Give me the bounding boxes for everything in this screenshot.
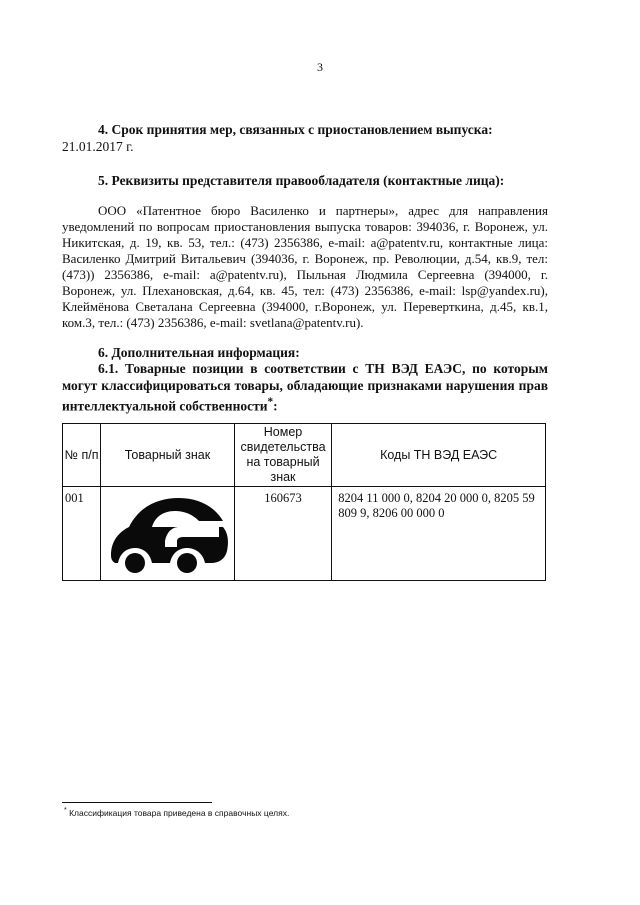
section-6-1-colon: : xyxy=(273,398,278,414)
header-trademark: Товарный знак xyxy=(101,424,235,487)
car-logo-icon xyxy=(107,493,231,573)
section-6-heading: 6. Дополнительная информация: xyxy=(98,345,300,360)
section-6-1-text: 6.1. Товарные позиции в соответствии с ТН ВЭД ЕАЭС, по которым могут классифицироваться товары, обладающие признаками нарушения прав интеллектуальной собственности xyxy=(62,361,548,414)
section-6-1-heading xyxy=(62,360,548,415)
section-5-heading: 5. Реквизиты представителя правообладателя (контактные лица): xyxy=(98,173,505,188)
table-row xyxy=(63,487,546,581)
row-codes: 8204 11 000 0, 8204 20 000 0, 8205 59 809 9, 8206 00 000 0 xyxy=(332,487,546,581)
section-4-date: 21.01.2017 г. xyxy=(62,139,134,154)
footnote-mark: * xyxy=(267,396,274,408)
table-header-row xyxy=(63,424,546,487)
footnote-divider xyxy=(62,802,212,803)
row-number: 001 xyxy=(63,487,101,581)
header-codes: Коды ТН ВЭД ЕАЭС xyxy=(332,424,546,487)
page-number: 3 xyxy=(317,60,323,74)
trademark-logo-cell xyxy=(101,487,235,581)
section-4-title: 4. Срок принятия мер, связанных с приостановлением выпуска: xyxy=(98,122,493,137)
header-certificate: Номер свидетельства на товарный знак xyxy=(234,424,332,487)
header-number: № п/п xyxy=(63,424,101,487)
contacts-paragraph: ООО «Патентное бюро Василенко и партнеры», адрес для направления уведомлений по вопросам приостановления выпуска товаров: 394036, г. Воронеж, ул. Никитская, д. 19, кв. 53, тел.: (473) 2356386, e-mail: a@patentv.ru, контактные лица: Василенко Дмитрий Витальевич (394036, г. Воронеж, пр. Революции, д.54, кв.9, тел: (473)) 2356386, e-mail: a@patentv.ru), Пыльная Людмила Сергеевна (394000, г. Воронеж, ул. Плехановская, д.64, кв. 45, тел: (473) 2356386, e-mail: lsp@yandex.ru), Клеймёнова Светалана Сергеевна (394000, г.Воронеж, ул. Переверткина, д.45, кв.1, ком.3, тел.: (473) 2356386, e-mail: svetlana@patentv.ru). xyxy=(62,203,548,330)
footnote xyxy=(64,807,289,818)
footnote-asterisk: * xyxy=(64,807,67,814)
trademark-table xyxy=(62,423,546,581)
section-4-deadline xyxy=(62,121,548,155)
row-certificate: 160673 xyxy=(234,487,332,581)
footnote-text: Классификация товара приведена в справочных целях. xyxy=(66,807,290,818)
